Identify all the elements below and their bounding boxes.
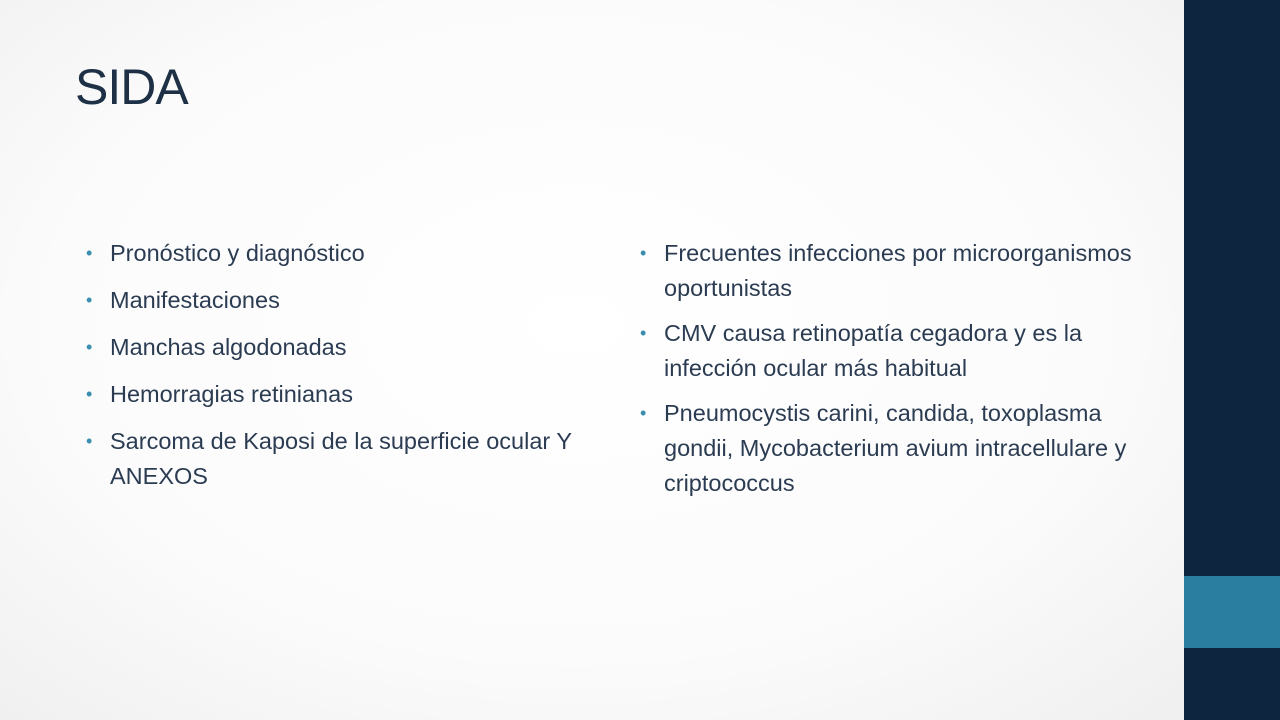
right-bullet-list [640, 236, 1140, 511]
bullet-icon: • [86, 243, 93, 263]
bullet-text: Sarcoma de Kaposi de la superficie ocular Y ANEXOS [110, 428, 572, 489]
bullet-item [640, 316, 1140, 386]
bullet-item [86, 283, 586, 318]
bullet-text: CMV causa retinopatía cegadora y es la infección ocular más habitual [664, 320, 1083, 381]
bullet-icon: • [86, 384, 93, 404]
bullet-icon: • [86, 337, 93, 357]
bullet-item [86, 236, 586, 271]
bullet-item [640, 236, 1140, 306]
bullet-item [86, 330, 586, 365]
sidebar-accent-block [1184, 576, 1280, 648]
bullet-text: Pronóstico y diagnóstico [110, 240, 365, 266]
bullet-icon: • [640, 243, 647, 263]
bullet-text: Pneumocystis carini, candida, toxoplasma gondii, Mycobacterium avium intracellulare y criptococcus [664, 400, 1127, 496]
bullet-item [86, 424, 586, 494]
bullet-text: Manifestaciones [110, 287, 280, 313]
slide-title: SIDA [75, 59, 188, 115]
bullet-text: Manchas algodonadas [110, 334, 347, 360]
bullet-icon: • [86, 290, 93, 310]
bullet-item [640, 396, 1140, 501]
bullet-text: Frecuentes infecciones por microorganismos oportunistas [664, 240, 1132, 301]
bullet-icon: • [640, 403, 647, 423]
left-bullet-list [86, 236, 586, 506]
bullet-text: Hemorragias retinianas [110, 381, 353, 407]
bullet-item [86, 377, 586, 412]
bullet-icon: • [86, 431, 93, 451]
bullet-icon: • [640, 323, 647, 343]
